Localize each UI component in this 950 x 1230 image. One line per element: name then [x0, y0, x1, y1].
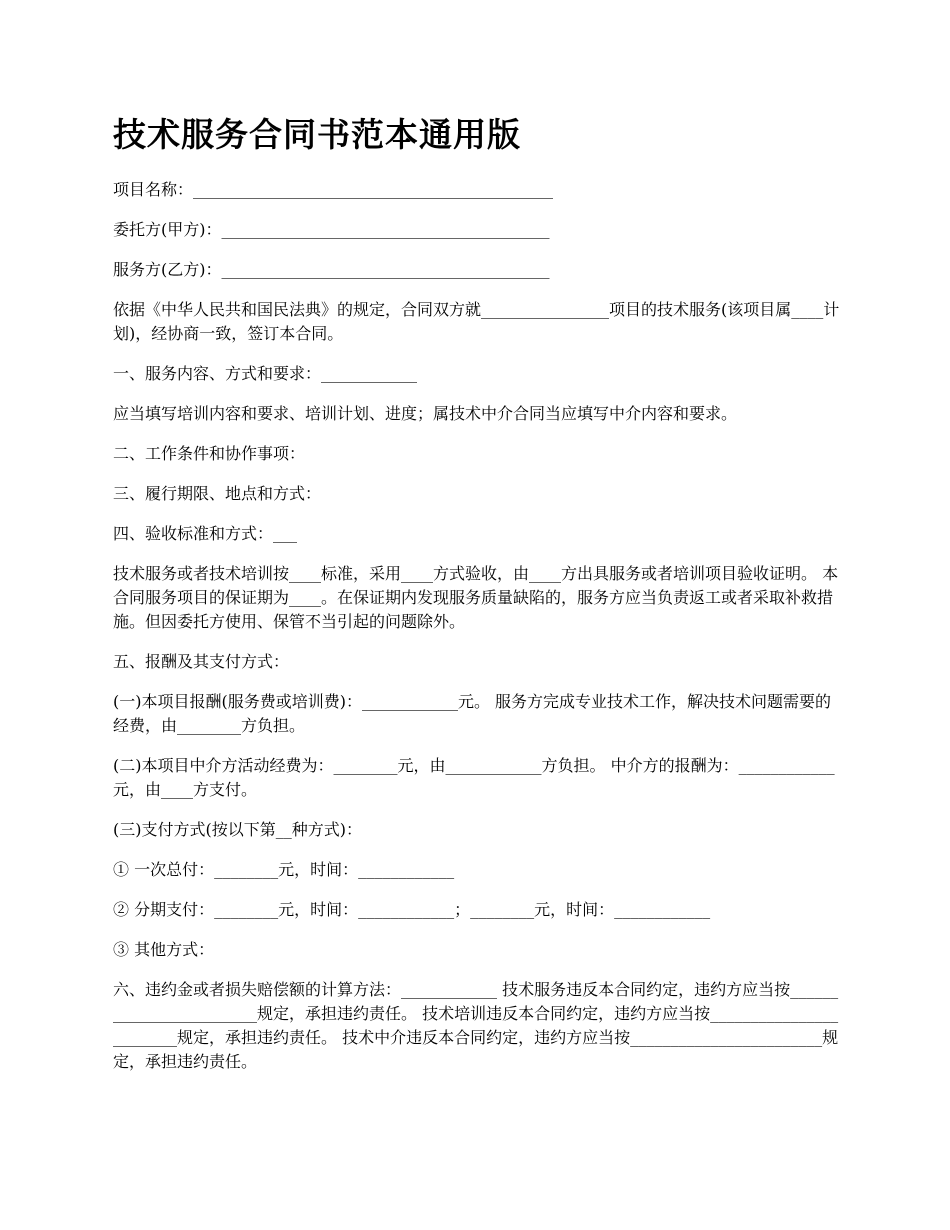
client-party-field: 委托方(甲方)：_________________________________________ [113, 220, 550, 239]
section-1-note: 应当填写培训内容和要求、培训计划、进度；属技术中介合同当应填写中介内容和要求。 [113, 404, 738, 423]
section-6-body: 六、违约金或者损失赔偿额的计算方法：____________ 技术服务违反本合同约定，违约方应当按________________________规定，承担违约责任。 技术培训违反本合同约定，违约方应当按________________________规定，承担违约责任。 技术中介违反本合同约定，违约方应当按________________________规定，承担违约责任。 [113, 980, 839, 1071]
service-party-field: 服务方(乙方)：_________________________________________ [113, 260, 550, 279]
payment-option-1: ① 一次总付：________元，时间：____________ [113, 860, 455, 879]
section-1-heading: 一、服务内容、方式和要求：____________ [113, 364, 418, 383]
section-5-item-1: (一)本项目报酬(服务费或培训费)：____________元。 服务方完成专业技术工作，解决技术问题需要的经费，由________方负担。 [113, 692, 832, 735]
section-2-heading: 二、工作条件和协作事项： [113, 444, 306, 463]
document-title: 技术服务合同书范本通用版 [113, 115, 521, 154]
project-name-field: 项目名称：_____________________________________________ [113, 180, 554, 199]
section-5-item-2: (二)本项目中介方活动经费为：________元，由____________方负担。 中介方的报酬为：____________元，由____方支付。 [113, 756, 835, 799]
section-5-heading: 五、报酬及其支付方式： [113, 652, 290, 671]
payment-option-3: ③ 其他方式： [113, 940, 215, 959]
preamble-paragraph: 依据《中华人民共和国民法典》的规定，合同双方就________________项目的技术服务(该项目属____计划)，经协商一致，签订本合同。 [113, 300, 840, 343]
payment-option-2: ② 分期支付：________元，时间：____________；________元，时间：____________ [113, 900, 711, 919]
section-5-item-3: (三)支付方式(按以下第__种方式)： [113, 820, 362, 839]
section-3-heading: 三、履行期限、地点和方式： [113, 484, 322, 503]
section-4-body: 技术服务或者技术培训按____标准，采用____方式验收，由____方出具服务或者培训项目验收证明。 本合同服务项目的保证期为____。在保证期内发现服务质量缺陷的，服务方应当负责返工或者采取补救措施。但因委托方使用、保管不当引起的问题除外。 [113, 564, 839, 631]
document-page [113, 112, 840, 1090]
section-4-heading: 四、验收标准和方式：___ [113, 524, 298, 543]
